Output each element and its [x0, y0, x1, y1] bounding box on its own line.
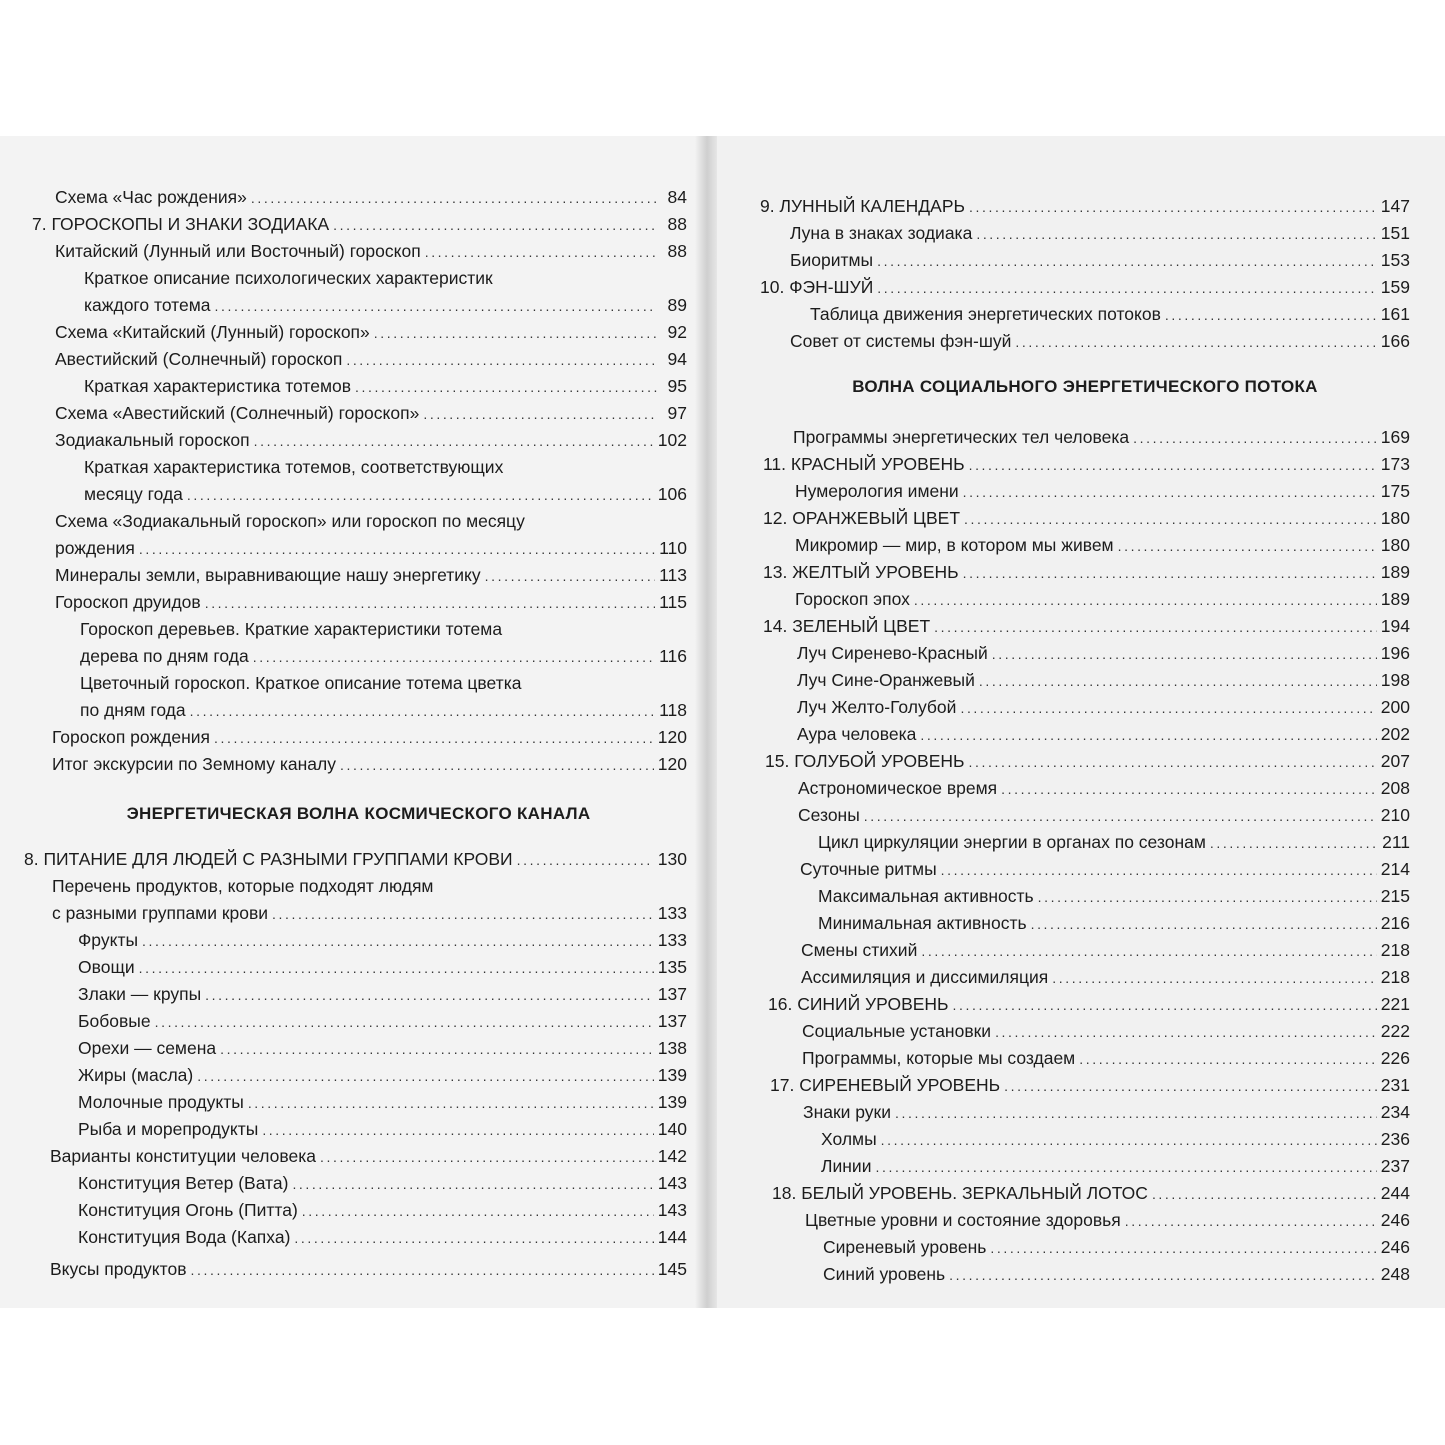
- toc-entry: [818, 829, 1410, 856]
- dot-leader: [864, 803, 1377, 830]
- toc-entry: [52, 751, 687, 778]
- dot-leader: [934, 614, 1377, 641]
- toc-entry: [821, 1126, 1410, 1153]
- entry-title: 9. ЛУННЫЙ КАЛЕНДАРЬ: [760, 196, 965, 216]
- entry-title: Программы, которые мы создаем: [802, 1048, 1076, 1068]
- dot-leader: [320, 1144, 654, 1171]
- toc-entry: [78, 1116, 687, 1143]
- entry-title: Цветные уровни и состояние здоровья: [805, 1210, 1121, 1230]
- entry-title: Зодиакальный гороскоп: [55, 430, 250, 450]
- entry-page: 135: [657, 957, 687, 977]
- dot-leader: [142, 928, 654, 955]
- dot-leader: [205, 590, 655, 617]
- toc-entry: [795, 532, 1410, 559]
- entry-page: 133: [657, 903, 687, 923]
- entry-page: 246: [1380, 1210, 1410, 1230]
- entry-page: 133: [657, 930, 687, 950]
- dot-leader: [340, 752, 654, 779]
- entry-title: Бобовые: [78, 1011, 151, 1031]
- toc-chapter: [760, 193, 1410, 220]
- toc-entry: [80, 643, 687, 670]
- toc-entry: [78, 1089, 687, 1116]
- entry-title: 18. БЕЛЫЙ УРОВЕНЬ. ЗЕРКАЛЬНЫЙ ЛОТОС: [772, 1183, 1148, 1203]
- toc-chapter: [24, 846, 687, 873]
- toc-entry: [52, 724, 687, 751]
- toc-entry: [84, 265, 687, 292]
- section-heading: ЭНЕРГЕТИЧЕСКАЯ ВОЛНА КОСМИЧЕСКОГО КАНАЛА: [126, 804, 591, 823]
- toc-entry: [790, 247, 1410, 274]
- toc-entry: [78, 1170, 687, 1197]
- entry-page: 246: [1380, 1237, 1410, 1257]
- entry-page: 115: [659, 592, 687, 612]
- entry-title: 17. СИРЕНЕВЫЙ УРОВЕНЬ: [770, 1075, 1001, 1095]
- toc-entry: [55, 400, 687, 427]
- entry-title: Фрукты: [78, 930, 139, 950]
- entry-title: Схема «Китайский (Лунный) гороскоп»: [55, 322, 370, 342]
- entry-title: 11. КРАСНЫЙ УРОВЕНЬ: [763, 454, 965, 474]
- entry-page: 194: [1380, 616, 1410, 636]
- entry-page: 151: [1380, 223, 1410, 243]
- entry-page: 138: [657, 1038, 687, 1058]
- dot-leader: [1118, 533, 1377, 560]
- entry-title: Гороскоп рождения: [52, 727, 211, 747]
- toc-chapter: [763, 451, 1410, 478]
- entry-page: 237: [1380, 1156, 1410, 1176]
- entry-page: 137: [657, 984, 687, 1004]
- entry-page: 173: [1380, 454, 1410, 474]
- entry-title: Авестийский (Солнечный) гороскоп: [55, 349, 343, 369]
- dot-leader: [1133, 425, 1377, 452]
- entry-page: 244: [1380, 1183, 1410, 1203]
- toc-entry: [55, 319, 687, 346]
- entry-title: Сиреневый уровень: [823, 1237, 987, 1257]
- entry-page: 202: [1380, 724, 1410, 744]
- entry-title: Программы энергетических тел человека: [793, 427, 1130, 447]
- toc-entry: [823, 1234, 1410, 1261]
- entry-page: 159: [1380, 277, 1410, 297]
- toc-entry: [50, 1143, 687, 1170]
- entry-title: Овощи: [78, 957, 135, 977]
- toc-entry: [802, 1018, 1410, 1045]
- toc-chapter: [772, 1180, 1410, 1207]
- entry-page: 88: [667, 241, 687, 261]
- dot-leader: [333, 212, 657, 239]
- entry-title: Китайский (Лунный или Восточный) гороскоп: [55, 241, 421, 261]
- entry-title: Краткое описание психологических характеристик: [84, 268, 493, 288]
- toc-entry: [78, 1062, 687, 1089]
- entry-page: 180: [1380, 535, 1410, 555]
- dot-leader: [1004, 1073, 1377, 1100]
- dot-leader: [875, 1154, 1376, 1181]
- dot-leader: [941, 857, 1377, 884]
- entry-page: 92: [667, 322, 687, 342]
- entry-page: 216: [1380, 913, 1410, 933]
- entry-title: Гороскоп друидов: [55, 592, 201, 612]
- entry-title: Гороскоп эпох: [795, 589, 910, 609]
- entry-page: 145: [657, 1259, 687, 1279]
- dot-leader: [976, 221, 1376, 248]
- toc-entry: [797, 721, 1410, 748]
- toc-entry: [803, 1099, 1410, 1126]
- toc-entry: [78, 1008, 687, 1035]
- entry-title: Жиры (масла): [78, 1065, 194, 1085]
- toc-chapter: [763, 613, 1410, 640]
- dot-leader: [963, 560, 1377, 587]
- dot-leader: [920, 722, 1376, 749]
- entry-title: 10. ФЭН-ШУЙ: [760, 277, 874, 297]
- dot-leader: [881, 1127, 1377, 1154]
- entry-page: 189: [1380, 562, 1410, 582]
- toc-entry: [800, 856, 1410, 883]
- toc-chapter: [770, 1072, 1410, 1099]
- dot-leader: [1125, 1208, 1377, 1235]
- entry-page: 175: [1380, 481, 1410, 501]
- toc-entry: [795, 586, 1410, 613]
- entry-page: 89: [667, 295, 687, 315]
- entry-page: 140: [657, 1119, 687, 1139]
- dot-leader: [425, 239, 657, 266]
- dot-leader: [190, 698, 655, 725]
- toc-entry: [52, 873, 687, 900]
- toc-entry: [55, 562, 687, 589]
- entry-page: 221: [1380, 994, 1410, 1014]
- toc-entry: [55, 427, 687, 454]
- dot-leader: [1015, 329, 1376, 356]
- dot-leader: [960, 695, 1376, 722]
- dot-leader: [254, 428, 654, 455]
- toc-entry: [78, 927, 687, 954]
- dot-leader: [921, 938, 1376, 965]
- entry-title: Микромир — мир, в котором мы живем: [795, 535, 1114, 555]
- toc-entry: [78, 1197, 687, 1224]
- toc-entry: [78, 1035, 687, 1062]
- toc-chapter: [763, 559, 1410, 586]
- dot-leader: [205, 982, 654, 1009]
- dot-leader: [979, 668, 1377, 695]
- entry-page: 94: [667, 349, 687, 369]
- dot-leader: [155, 1009, 654, 1036]
- toc-entry: [795, 478, 1410, 505]
- dot-leader: [914, 587, 1377, 614]
- entry-title: Суточные ритмы: [800, 859, 937, 879]
- toc-entry: [810, 301, 1410, 328]
- entry-title: дерева по дням года: [80, 646, 249, 666]
- entry-title: Луч Желто-Голубой: [797, 697, 957, 717]
- entry-title: Ассимиляция и диссимиляция: [801, 967, 1049, 987]
- entry-page: 143: [657, 1173, 687, 1193]
- toc-entry: [798, 775, 1410, 802]
- toc-chapter: [765, 748, 1410, 775]
- toc-entry: [798, 802, 1410, 829]
- dot-leader: [187, 482, 654, 509]
- entry-page: 207: [1380, 751, 1410, 771]
- entry-page: 231: [1380, 1075, 1410, 1095]
- entry-title: Луч Сине-Оранжевый: [797, 670, 975, 690]
- dot-leader: [990, 1235, 1376, 1262]
- dot-leader: [963, 479, 1377, 506]
- toc-entry: [797, 694, 1410, 721]
- dot-leader: [191, 1257, 654, 1284]
- toc-entry: [802, 1045, 1410, 1072]
- dot-leader: [969, 194, 1377, 221]
- dot-leader: [302, 1198, 654, 1225]
- dot-leader: [1152, 1181, 1377, 1208]
- entry-page: 130: [657, 849, 687, 869]
- entry-title: Максимальная активность: [818, 886, 1034, 906]
- entry-title: Таблица движения энергетических потоков: [810, 304, 1161, 324]
- entry-title: Схема «Авестийский (Солнечный) гороскоп»: [55, 403, 420, 423]
- entry-title: Варианты конституции человека: [50, 1146, 316, 1166]
- dot-leader: [220, 1036, 654, 1063]
- entry-title: Сезоны: [798, 805, 860, 825]
- toc-entry: [821, 1153, 1410, 1180]
- entry-page: 226: [1380, 1048, 1410, 1068]
- entry-page: 236: [1380, 1129, 1410, 1149]
- entry-title: Линии: [821, 1156, 872, 1176]
- toc-entry: [50, 1256, 687, 1283]
- entry-title: Схема «Час рождения»: [55, 187, 247, 207]
- entry-page: 144: [657, 1227, 687, 1247]
- entry-page: 88: [667, 214, 687, 234]
- dot-leader: [1210, 830, 1378, 857]
- entry-title: 12. ОРАНЖЕВЫЙ ЦВЕТ: [763, 508, 961, 528]
- entry-page: 118: [659, 700, 687, 720]
- toc-entry: [797, 667, 1410, 694]
- entry-page: 210: [1380, 805, 1410, 825]
- entry-title: Минимальная активность: [818, 913, 1027, 933]
- entry-title: 15. ГОЛУБОЙ УРОВЕНЬ: [765, 751, 965, 771]
- entry-title: Аура человека: [797, 724, 917, 744]
- dot-leader: [877, 275, 1377, 302]
- entry-title: 8. ПИТАНИЕ ДЛЯ ЛЮДЕЙ С РАЗНЫМИ ГРУППАМИ КРОВИ: [24, 849, 513, 869]
- entry-page: 166: [1380, 331, 1410, 351]
- toc-entry: [55, 589, 687, 616]
- entry-page: 84: [667, 187, 687, 207]
- toc-entry: [80, 670, 687, 697]
- entry-title: Минералы земли, выравнивающие нашу энергетику: [55, 565, 481, 585]
- dot-leader: [374, 320, 657, 347]
- entry-title: Конституция Вода (Капха): [78, 1227, 291, 1247]
- entry-page: 211: [1382, 832, 1410, 852]
- entry-title: Краткая характеристика тотемов: [84, 376, 352, 396]
- toc-entry: [55, 508, 687, 535]
- entry-title: Смены стихий: [801, 940, 918, 960]
- dot-leader: [292, 1171, 653, 1198]
- entry-title: Нумерология имени: [795, 481, 959, 501]
- entry-title: 7. ГОРОСКОПЫ И ЗНАКИ ЗОДИАКА: [32, 214, 330, 234]
- entry-title: Цветочный гороскоп. Краткое описание тотема цветка: [80, 673, 522, 693]
- dot-leader: [423, 401, 657, 428]
- entry-page: 222: [1380, 1021, 1410, 1041]
- entry-title: Луна в знаках зодиака: [790, 223, 973, 243]
- entry-title: Конституция Ветер (Вата): [78, 1173, 289, 1193]
- dot-leader: [1001, 776, 1377, 803]
- toc-entry: [80, 616, 687, 643]
- toc-chapter: [32, 211, 687, 238]
- toc-entry: [790, 328, 1410, 355]
- toc-entry: [84, 454, 687, 481]
- toc-entry: [55, 238, 687, 265]
- dot-leader: [1052, 965, 1377, 992]
- entry-title: Рыба и морепродукты: [78, 1119, 259, 1139]
- entry-page: 120: [657, 727, 687, 747]
- toc-entry: [55, 535, 687, 562]
- entry-page: 102: [657, 430, 687, 450]
- entry-title: Схема «Зодиакальный гороскоп» или гороскоп по месяцу: [55, 511, 525, 531]
- dot-leader: [517, 847, 654, 874]
- entry-page: 142: [657, 1146, 687, 1166]
- dot-leader: [215, 293, 658, 320]
- dot-leader: [953, 992, 1377, 1019]
- entry-page: 143: [657, 1200, 687, 1220]
- entry-page: 110: [659, 538, 687, 558]
- toc-chapter: [763, 505, 1410, 532]
- entry-page: 147: [1380, 196, 1410, 216]
- entry-title: Синий уровень: [823, 1264, 946, 1284]
- dot-leader: [355, 374, 657, 401]
- entry-page: 139: [657, 1065, 687, 1085]
- entry-title: 13. ЖЕЛТЫЙ УРОВЕНЬ: [763, 562, 959, 582]
- toc-entry: [55, 184, 687, 211]
- dot-leader: [139, 955, 654, 982]
- dot-leader: [272, 901, 654, 928]
- entry-page: 106: [657, 484, 687, 504]
- dot-leader: [197, 1063, 654, 1090]
- dot-leader: [992, 641, 1377, 668]
- dot-leader: [485, 563, 655, 590]
- entry-title: каждого тотема: [84, 295, 211, 315]
- entry-title: Молочные продукты: [78, 1092, 244, 1112]
- entry-title: Краткая характеристика тотемов, соответствующих: [84, 457, 504, 477]
- entry-page: 189: [1380, 589, 1410, 609]
- dot-leader: [248, 1090, 654, 1117]
- toc-entry: [805, 1207, 1410, 1234]
- entry-title: Перечень продуктов, которые подходят людям: [52, 876, 434, 896]
- toc-entry: [84, 481, 687, 508]
- dot-leader: [1038, 884, 1377, 911]
- toc-entry: [818, 883, 1410, 910]
- entry-page: 196: [1380, 643, 1410, 663]
- entry-title: Луч Сиренево-Красный: [797, 643, 988, 663]
- dot-leader: [214, 725, 654, 752]
- entry-page: 137: [657, 1011, 687, 1031]
- entry-page: 208: [1380, 778, 1410, 798]
- entry-title: Гороскоп деревьев. Краткие характеристики тотема: [80, 619, 503, 639]
- entry-page: 218: [1380, 940, 1410, 960]
- entry-page: 248: [1380, 1264, 1410, 1284]
- entry-page: 97: [667, 403, 687, 423]
- dot-leader: [262, 1117, 653, 1144]
- dot-leader: [969, 452, 1377, 479]
- toc-entry: [797, 640, 1410, 667]
- entry-title: 16. СИНИЙ УРОВЕНЬ: [768, 994, 949, 1014]
- toc-entry: [78, 981, 687, 1008]
- dot-leader: [1165, 302, 1377, 329]
- entry-title: Астрономическое время: [798, 778, 998, 798]
- dot-leader: [251, 185, 657, 212]
- dot-leader: [1079, 1046, 1377, 1073]
- dot-leader: [294, 1225, 653, 1252]
- toc-entry: [55, 346, 687, 373]
- entry-page: 116: [659, 646, 687, 666]
- entry-title: Социальные установки: [802, 1021, 992, 1041]
- entry-title: по дням года: [80, 700, 186, 720]
- entry-title: Биоритмы: [790, 250, 874, 270]
- entry-page: 198: [1380, 670, 1410, 690]
- entry-page: 200: [1380, 697, 1410, 717]
- toc-entry: [823, 1261, 1410, 1288]
- dot-leader: [346, 347, 657, 374]
- entry-title: Вкусы продуктов: [50, 1259, 187, 1279]
- entry-title: Злаки — крупы: [78, 984, 202, 1004]
- toc-entry: [790, 220, 1410, 247]
- toc-entry: [80, 697, 687, 724]
- entry-page: 95: [667, 376, 687, 396]
- entry-title: Холмы: [821, 1129, 877, 1149]
- toc-entry: [52, 900, 687, 927]
- dot-leader: [253, 644, 655, 671]
- book-gutter: [695, 136, 717, 1308]
- entry-title: Знаки руки: [803, 1102, 891, 1122]
- toc-entry: [84, 292, 687, 319]
- entry-page: 139: [657, 1092, 687, 1112]
- toc-entry: [793, 424, 1410, 451]
- dot-leader: [995, 1019, 1377, 1046]
- toc-entry: [78, 1224, 687, 1251]
- dot-leader: [964, 506, 1377, 533]
- entry-page: 113: [659, 565, 687, 585]
- toc-entry: [801, 937, 1410, 964]
- toc-chapter: [768, 991, 1410, 1018]
- entry-title: Цикл циркуляции энергии в органах по сезонам: [818, 832, 1206, 852]
- entry-title: месяцу года: [84, 484, 183, 504]
- dot-leader: [1031, 911, 1377, 938]
- dot-leader: [139, 536, 655, 563]
- section-heading: ВОЛНА СОЦИАЛЬНОГО ЭНЕРГЕТИЧЕСКОГО ПОТОКА: [852, 377, 1318, 396]
- entry-page: 169: [1380, 427, 1410, 447]
- dot-leader: [969, 749, 1377, 776]
- entry-page: 120: [657, 754, 687, 774]
- entry-title: Орехи — семена: [78, 1038, 217, 1058]
- entry-page: 180: [1380, 508, 1410, 528]
- entry-page: 214: [1380, 859, 1410, 879]
- dot-leader: [877, 248, 1377, 275]
- entry-page: 234: [1380, 1102, 1410, 1122]
- toc-chapter: [760, 274, 1410, 301]
- entry-title: рождения: [55, 538, 135, 558]
- entry-title: 14. ЗЕЛЕНЫЙ ЦВЕТ: [763, 616, 931, 636]
- dot-leader: [949, 1262, 1377, 1289]
- entry-page: 218: [1380, 967, 1410, 987]
- toc-entry: [84, 373, 687, 400]
- entry-page: 153: [1380, 250, 1410, 270]
- toc-entry: [78, 954, 687, 981]
- entry-title: с разными группами крови: [52, 903, 269, 923]
- dot-leader: [895, 1100, 1377, 1127]
- toc-entry: [818, 910, 1410, 937]
- entry-page: 215: [1380, 886, 1410, 906]
- entry-title: Итог экскурсии по Земному каналу: [52, 754, 336, 774]
- entry-page: 161: [1380, 304, 1410, 324]
- toc-entry: [801, 964, 1410, 991]
- entry-title: Конституция Огонь (Питта): [78, 1200, 298, 1220]
- entry-title: Совет от системы фэн-шуй: [790, 331, 1012, 351]
